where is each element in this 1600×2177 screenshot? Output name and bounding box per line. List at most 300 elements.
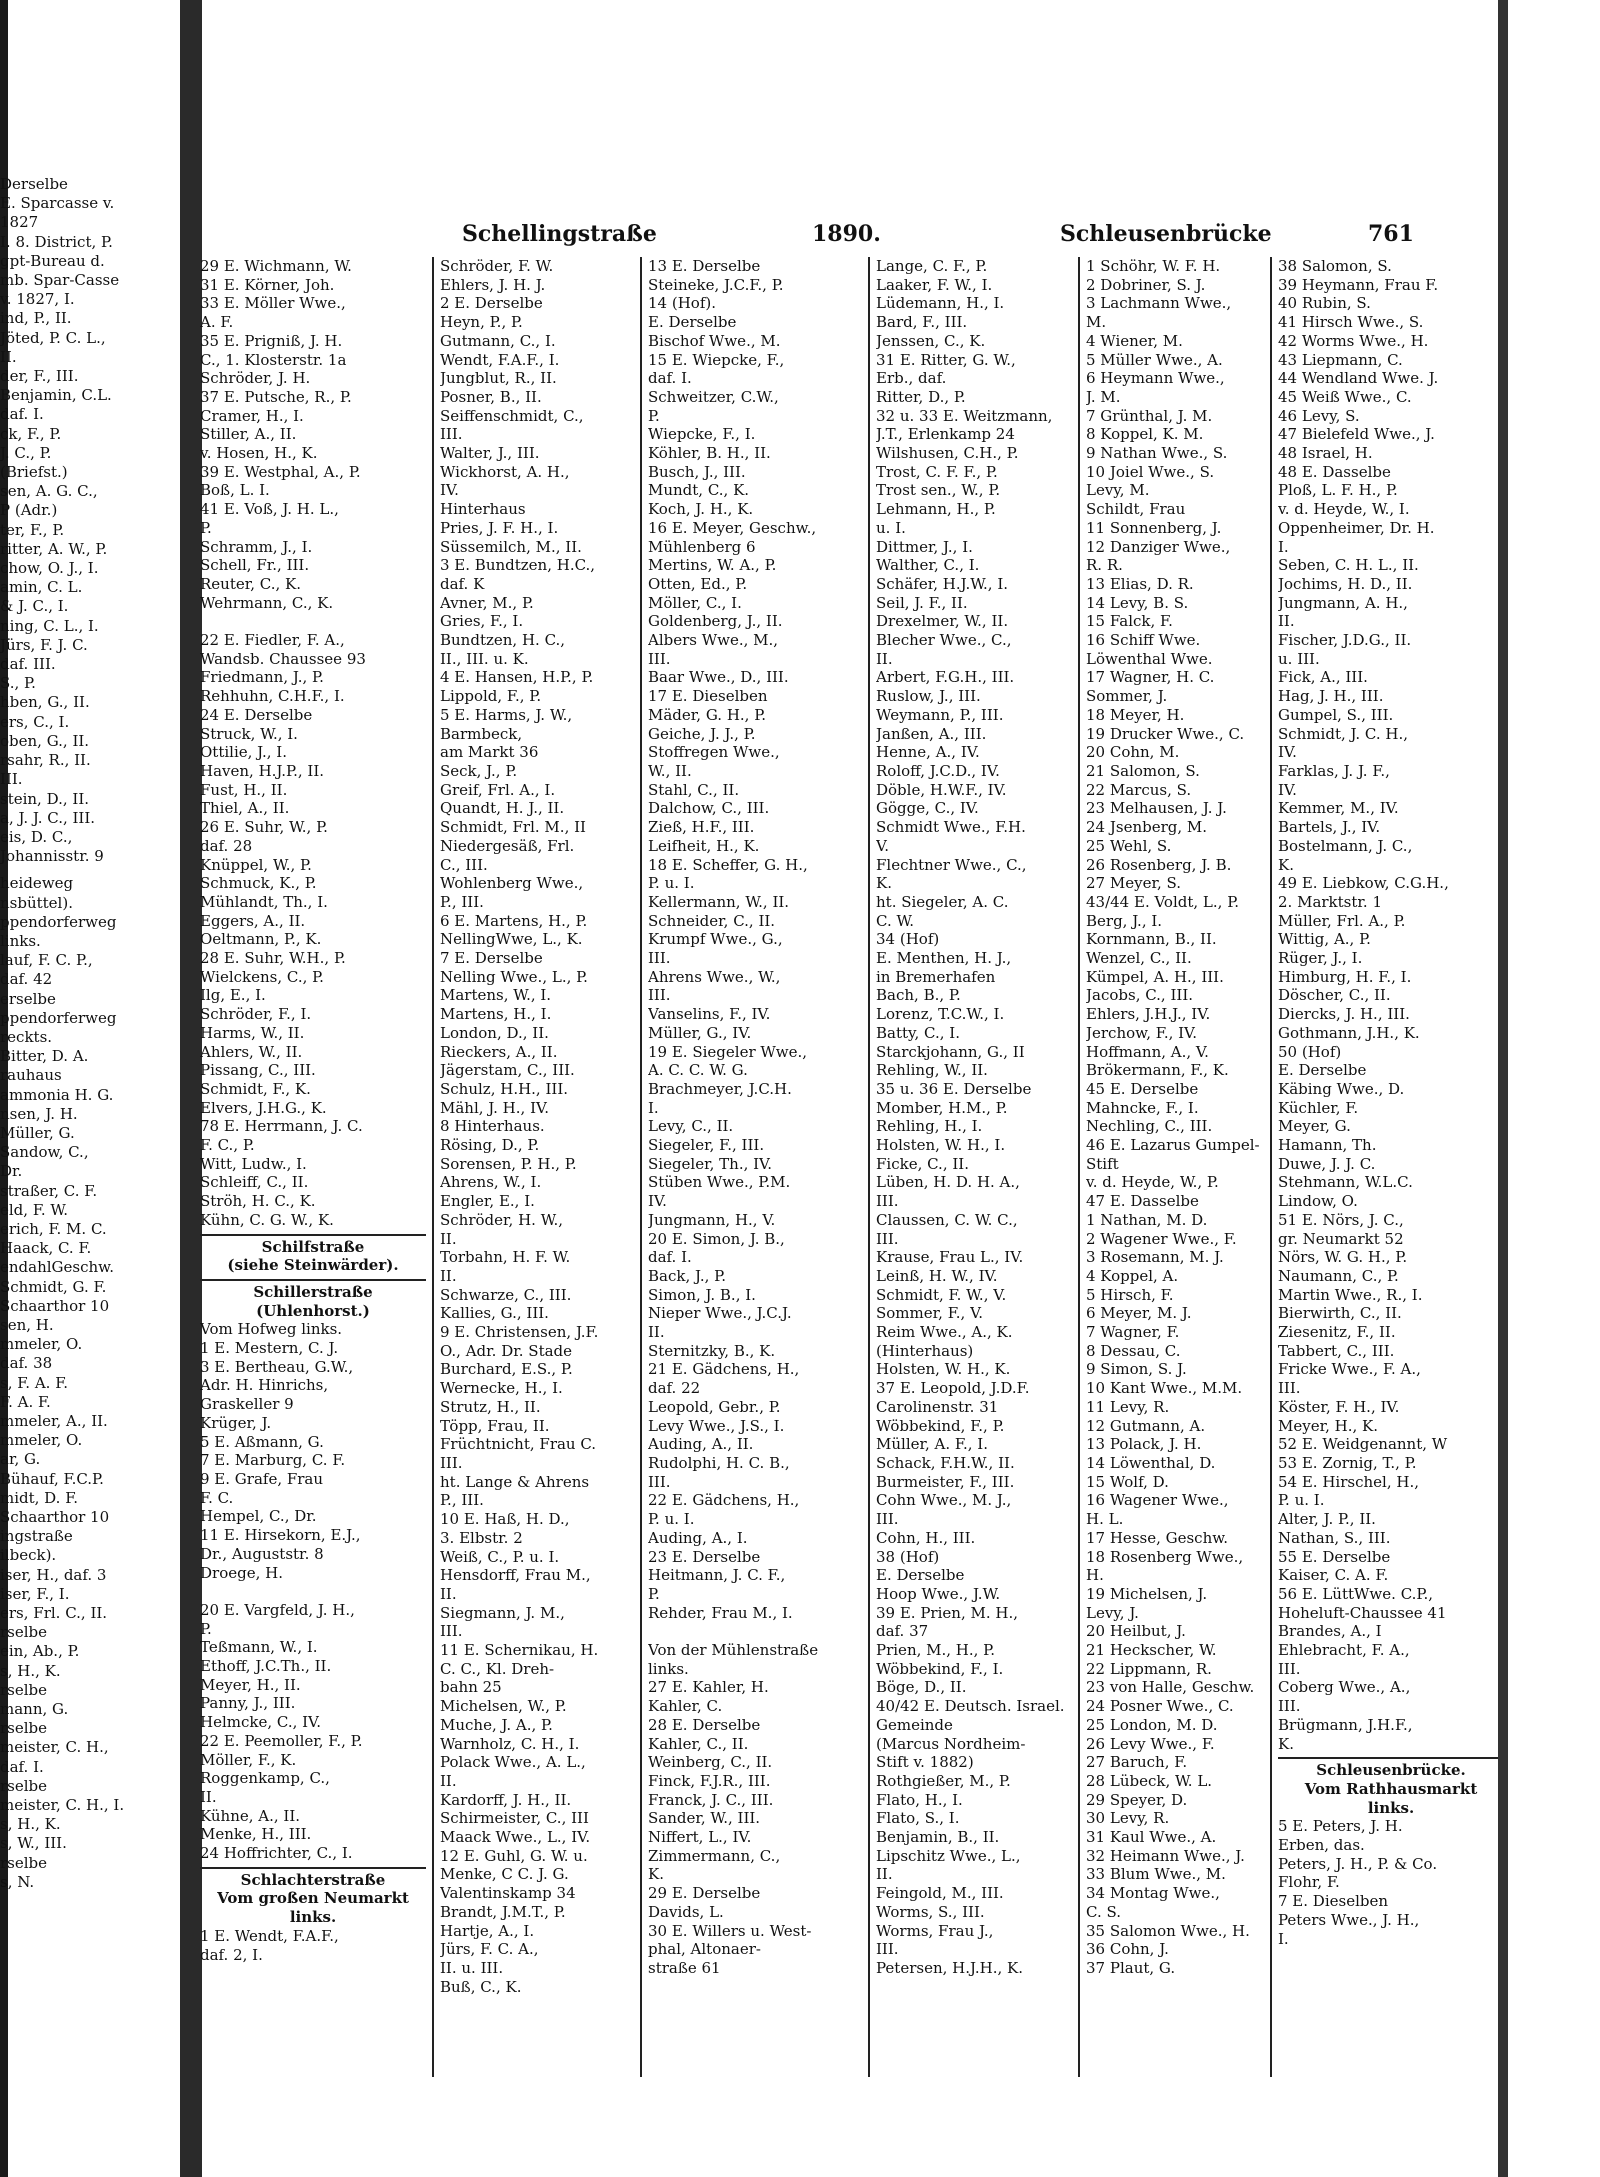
directory-entry: Müller, A. F., I.: [876, 1435, 988, 1454]
previous-page-line: ers, Frl. C., II.: [0, 1604, 108, 1623]
directory-entry: Schleiff, C., II.: [200, 1173, 309, 1192]
directory-entry: Schröder, J. H.: [200, 369, 311, 388]
directory-entry: 46 Levy, S.: [1278, 406, 1360, 425]
directory-entry: Schmidt, J. C. H.,: [1278, 724, 1409, 743]
previous-page-line: Schaarthor 10: [0, 1508, 110, 1527]
directory-entry: bahn 25: [440, 1678, 502, 1697]
directory-entry: 18 Meyer, H.: [1086, 705, 1185, 724]
directory-entry: Rothgießer, M., P.: [876, 1771, 1011, 1790]
directory-entry: Coberg Wwe., A.,: [1278, 1678, 1411, 1697]
directory-entry: Feingold, M., III.: [876, 1884, 1004, 1903]
directory-entry: 40 Rubin, S.: [1278, 294, 1371, 313]
directory-entry: P. u. I.: [648, 874, 695, 893]
previous-page-line: ammonia H. G.: [0, 1085, 114, 1104]
directory-entry: Kaiser, C. A. F.: [1278, 1566, 1389, 1585]
directory-entry: Jerchow, F., IV.: [1086, 1023, 1198, 1042]
directory-entry: Thiel, A., II.: [200, 799, 290, 818]
previous-page-line: ppendorferweg: [0, 912, 117, 931]
previous-page-line: ppendorferweg: [0, 1008, 117, 1027]
directory-entry: 55 E. Derselbe: [1278, 1547, 1391, 1566]
directory-entry: Levy, C., II.: [648, 1117, 734, 1136]
directory-entry: Nieper Wwe., J.C.J.: [648, 1304, 792, 1323]
directory-entry: Starckjohann, G., II: [876, 1042, 1025, 1061]
previous-page-line: S., P.: [0, 674, 36, 693]
column-2: [440, 257, 666, 1996]
directory-entry: F. C.: [200, 1488, 234, 1507]
directory-entry: 15 E. Wiepcke, F.,: [648, 350, 785, 369]
directory-entry: Krumpf Wwe., G.,: [648, 930, 783, 949]
previous-page-line: rselbe: [0, 1776, 48, 1795]
directory-entry: Schell, Fr., III.: [200, 556, 310, 575]
directory-entry: Wittig, A., P.: [1278, 930, 1371, 949]
directory-entry: Holsten, W. H., I.: [876, 1136, 1006, 1155]
directory-entry: Wöbbekind, F., P.: [876, 1416, 1005, 1435]
directory-entry: 20 E. Vargfeld, J. H.,: [200, 1600, 355, 1619]
previous-page-line: Benjamin, C.L.: [0, 386, 112, 405]
directory-entry: 20 Heilbut, J.: [1086, 1622, 1186, 1641]
directory-entry: 35 u. 36 E. Derselbe: [876, 1079, 1032, 1098]
directory-entry: Janßen, A., III.: [876, 724, 987, 743]
directory-entry: u. I.: [876, 518, 906, 537]
directory-entry: II.: [200, 1787, 217, 1806]
directory-entry: 22 E. Fiedler, F. A.,: [200, 631, 345, 650]
directory-entry: Valentinskamp 34: [440, 1884, 576, 1903]
directory-entry: 38 (Hof): [876, 1547, 940, 1566]
previous-page-line: J. C., P.: [0, 443, 52, 462]
directory-entry: II.: [648, 1323, 665, 1342]
directory-entry: Trost, C. F. F., P.: [876, 462, 998, 481]
directory-entry: Simon, J. B., I.: [648, 1285, 756, 1304]
directory-entry: 34 (Hof): [876, 930, 940, 949]
directory-entry: 43 Liepmann, C.: [1278, 350, 1403, 369]
directory-entry: I.: [1278, 537, 1289, 556]
directory-entry: Eggers, A., II.: [200, 911, 306, 930]
directory-entry: Bundtzen, H. C.,: [440, 631, 566, 650]
previous-page-line: erselbe: [0, 989, 56, 1008]
directory-entry: Benjamin, B., II.: [876, 1828, 1000, 1847]
directory-entry: Carolinenstr. 31: [876, 1397, 999, 1416]
directory-entry: 6 Heymann Wwe.,: [1086, 369, 1225, 388]
directory-entry: Gothmann, J.H., K.: [1278, 1023, 1420, 1042]
previous-page-line: F. A. F.: [0, 1392, 51, 1411]
column-1: [200, 257, 426, 1964]
directory-entry: v. d. Heyde, W., P.: [1086, 1173, 1219, 1192]
directory-entry: 52 E. Weidgenannt, W: [1278, 1435, 1448, 1454]
directory-entry: Burmeister, F., III.: [876, 1472, 1015, 1491]
directory-entry: 17 E. Dieselben: [648, 687, 768, 706]
directory-entry: Rehhuhn, C.H.F., I.: [200, 687, 345, 706]
directory-entry: Helmcke, C., IV.: [200, 1713, 322, 1732]
directory-entry: Kühne, A., II.: [200, 1806, 301, 1825]
directory-entry: Jägerstam, C., III.: [440, 1061, 575, 1080]
directory-entry: Stoffregen Wwe.,: [648, 743, 780, 762]
section-heading: (siehe Steinwärder).: [227, 1256, 399, 1275]
directory-entry: Schmuck, K., P.: [200, 874, 317, 893]
directory-entry: Seil, J. F., II.: [876, 593, 968, 612]
directory-entry: Ziesenitz, F., II.: [1278, 1323, 1396, 1342]
directory-entry: P.: [648, 406, 660, 425]
directory-entry: 16 Schiff Wwe.: [1086, 631, 1201, 650]
directory-entry: Dittmer, J., I.: [876, 537, 973, 556]
directory-entry: 2 Wagener Wwe., F.: [1086, 1229, 1237, 1248]
previous-page-line: iser, H., daf. 3: [0, 1565, 107, 1584]
page-gutter: [180, 0, 202, 2177]
directory-entry: Krause, Frau L., IV.: [876, 1248, 1024, 1267]
directory-entry: Goldenberg, J., II.: [648, 612, 783, 631]
directory-entry: Ahlers, W., II.: [200, 1042, 303, 1061]
directory-entry: 14 Levy, B. S.: [1086, 593, 1189, 612]
directory-entry: Davids, L.: [648, 1902, 724, 1921]
previous-page-line: Bitter, D. A.: [0, 1047, 89, 1066]
directory-entry: Martens, H., I.: [440, 1005, 552, 1024]
directory-entry: 21 Salomon, S.: [1086, 761, 1200, 780]
directory-entry: 1 Schöhr, W. F. H.: [1086, 257, 1221, 275]
directory-entry: III.: [876, 1192, 899, 1211]
directory-entry: Flato, S., I.: [876, 1809, 960, 1828]
directory-entry: Brügmann, J.H.F.,: [1278, 1715, 1413, 1734]
directory-entry: Fust, H., II.: [200, 780, 288, 799]
directory-entry: C. C., Kl. Dreh-: [440, 1659, 555, 1678]
previous-page-line: I. 8. District, P.: [0, 232, 113, 251]
directory-entry: Nelling Wwe., L., P.: [440, 967, 588, 986]
directory-entry: 47 Bielefeld Wwe., J.: [1278, 425, 1435, 444]
directory-entry: Sternitzky, B., K.: [648, 1341, 776, 1360]
directory-entry: Erben, das.: [1278, 1836, 1365, 1855]
directory-entry: 10 Kant Wwe., M.M.: [1086, 1379, 1243, 1398]
directory-entry: 13 Polack, J. H.: [1086, 1435, 1202, 1454]
directory-entry: Mähl, J. H., IV.: [440, 1098, 549, 1117]
directory-entry: Rösing, D., P.: [440, 1136, 540, 1155]
directory-page: [200, 185, 1500, 1996]
directory-entry: 22 E. Peemoller, F., P.: [200, 1731, 363, 1750]
directory-entry: 1 E. Mestern, C. J.: [200, 1339, 339, 1358]
directory-entry: 47 E. Dasselbe: [1086, 1192, 1199, 1211]
directory-entry: Torbahn, H. F. W.: [440, 1248, 571, 1267]
directory-entry: Kemmer, M., IV.: [1278, 799, 1399, 818]
directory-entry: Meyer, G.: [1278, 1117, 1351, 1136]
directory-entry: 37 E. Leopold, J.D.F.: [876, 1379, 1030, 1398]
directory-entry: Stiller, A., II.: [200, 425, 297, 444]
directory-entry: III.: [876, 1510, 899, 1529]
directory-entry: 25 Wehl, S.: [1086, 836, 1172, 855]
directory-entry: Finck, F.J.R., III.: [648, 1771, 771, 1790]
directory-entry: III.: [1278, 1697, 1301, 1716]
column-divider: [868, 257, 870, 2077]
directory-entry: ht. Siegeler, A. C.: [876, 892, 1009, 911]
directory-entry: Walther, C., I.: [876, 556, 980, 575]
directory-entry: Berg, J., I.: [1086, 911, 1163, 930]
previous-page-line: s, H., K.: [0, 1815, 61, 1834]
directory-entry: Nathan, S., III.: [1278, 1528, 1391, 1547]
directory-entry: Batty, C., I.: [876, 1023, 960, 1042]
directory-entry: J.T., Erlenkamp 24: [876, 425, 1015, 444]
directory-entry: O., Adr. Dr. Stade: [440, 1341, 573, 1360]
directory-entry: C., III.: [440, 855, 488, 874]
directory-entry: 27 E. Kahler, H.: [648, 1678, 769, 1697]
directory-entry: Jungmann, H., V.: [648, 1210, 776, 1229]
directory-entry: Sander, W., III.: [648, 1809, 761, 1828]
directory-entry: Roggenkamp, C.,: [200, 1769, 330, 1788]
previous-page-line: Derselbe: [0, 175, 68, 193]
directory-entry: Roloff, J.C.D., IV.: [876, 761, 1000, 780]
directory-entry: I.: [648, 1098, 659, 1117]
directory-entry: Ahrens Wwe., W.,: [648, 967, 781, 986]
directory-entry: 20 E. Simon, J. B.,: [648, 1229, 785, 1248]
directory-entry: Stift: [1086, 1154, 1119, 1173]
section-heading: Vom großen Neumarkt: [217, 1889, 409, 1908]
directory-entry: C. W.: [876, 911, 915, 930]
directory-entry: 11 Levy, R.: [1086, 1397, 1170, 1416]
column-3: [648, 257, 874, 1978]
directory-entry: Muche, J. A., P.: [440, 1715, 553, 1734]
directory-entry: Schröder, F., I.: [200, 1005, 312, 1024]
directory-entry: Mäder, G. H., P.: [648, 705, 767, 724]
directory-entry: Lehmann, H., P.: [876, 500, 996, 519]
directory-entry: Buß, C., K.: [440, 1977, 522, 1996]
page-number: 761: [1368, 221, 1414, 247]
directory-entry: 12 E. Guhl, G. W. u.: [440, 1846, 588, 1865]
directory-entry: Meyer, H., II.: [200, 1675, 301, 1694]
directory-entry: [200, 1582, 426, 1601]
directory-entry: 24 Posner Wwe., C.: [1086, 1697, 1234, 1716]
directory-entry: Jürs, F. C. A.,: [440, 1940, 539, 1959]
directory-entry: Polack Wwe., A. L.,: [440, 1753, 586, 1772]
directory-entry: Flato, H., I.: [876, 1790, 963, 1809]
directory-entry: 29 E. Wichmann, W.: [200, 257, 352, 275]
directory-entry: Worms, S., III.: [876, 1902, 985, 1921]
directory-entry: Rehder, Frau M., I.: [648, 1603, 793, 1622]
directory-entry: Weiß, C., P. u. I.: [440, 1547, 560, 1566]
directory-entry: P. u. I.: [648, 1510, 695, 1529]
directory-entry: 38 Salomon, S.: [1278, 257, 1392, 275]
directory-entry: Koch, J. H., K.: [648, 500, 754, 519]
previous-page-line: Schmidt, G. F.: [0, 1277, 107, 1296]
directory-entry: 2 E. Derselbe: [440, 294, 543, 313]
directory-entry: Sorensen, P. H., P.: [440, 1154, 577, 1173]
directory-entry: v. d. Heyde, W., I.: [1278, 500, 1410, 519]
directory-entry: Oppenheimer, Dr. H.: [1278, 518, 1435, 537]
directory-entry: Arbert, F.G.H., III.: [876, 668, 1015, 687]
previous-page-line: & J. C., I.: [0, 597, 69, 616]
section-rule: [200, 1279, 426, 1281]
directory-entry: Böge, D., II.: [876, 1678, 967, 1697]
directory-entry: daf. I.: [648, 369, 692, 388]
directory-entry: 78 E. Herrmann, J. C.: [200, 1117, 363, 1136]
directory-entry: Seck, J., P.: [440, 761, 518, 780]
previous-page-line: daf. 38: [0, 1354, 53, 1373]
directory-entry: phal, Altonaer-: [648, 1940, 761, 1959]
directory-entry: Köhler, B. H., II.: [648, 444, 771, 463]
previous-page-line: ter, F., P.: [0, 520, 65, 539]
previous-page-line: nsbüttel).: [0, 893, 73, 912]
directory-entry: Dr., Auguststr. 8: [200, 1544, 324, 1563]
directory-entry: 3 E. Bertheau, G.W.,: [200, 1357, 354, 1376]
directory-entry: 18 E. Scheffer, G. H.,: [648, 855, 808, 874]
directory-entry: Posner, B., II.: [440, 387, 542, 406]
directory-entry: Struck, W., I.: [200, 724, 298, 743]
directory-entry: 5 E. Harms, J. W.,: [440, 705, 573, 724]
directory-entry: 34 Montag Wwe.,: [1086, 1884, 1220, 1903]
directory-entry: Schröder, H. W.,: [440, 1210, 564, 1229]
previous-page-line: Schaarthor 10: [0, 1296, 110, 1315]
directory-entry: Haven, H.J.P., II.: [200, 761, 325, 780]
directory-entry: Himburg, H. F., I.: [1278, 967, 1412, 986]
directory-entry: 35 E. Prigniß, J. H.: [200, 331, 343, 350]
directory-entry: Müller, G., IV.: [648, 1023, 752, 1042]
directory-entry: Hag, J. H., III.: [1278, 687, 1384, 706]
directory-entry: Vanselins, F., IV.: [648, 1005, 771, 1024]
directory-entry: Ethoff, J.C.Th., II.: [200, 1657, 332, 1676]
previous-page-line: erich, F. M. C.: [0, 1219, 107, 1238]
directory-entry: 41 Hirsch Wwe., S.: [1278, 313, 1424, 332]
directory-entry: Gögge, C., IV.: [876, 799, 979, 818]
directory-entry: Barmbeck,: [440, 724, 523, 743]
directory-entry: Boß, L. I.: [200, 481, 270, 500]
directory-entry: Bostelmann, J. C.,: [1278, 836, 1413, 855]
directory-entry: Schäfer, H.J.W., I.: [876, 574, 1009, 593]
directory-entry: Hempel, C., Dr.: [200, 1507, 317, 1526]
directory-entry: Schwarze, C., III.: [440, 1285, 572, 1304]
directory-entry: 27 Baruch, F.: [1086, 1753, 1188, 1772]
directory-entry: Süssemilch, M., II.: [440, 537, 582, 556]
directory-entry: Mahncke, F., I.: [1086, 1098, 1199, 1117]
directory-entry: Jungblut, R., II.: [440, 369, 557, 388]
directory-entry: J. M.: [1086, 387, 1121, 406]
directory-entry: 48 Israel, H.: [1278, 444, 1373, 463]
directory-entry: 23 von Halle, Geschw.: [1086, 1678, 1255, 1697]
previous-page-line: Müller, G.: [0, 1123, 75, 1142]
previous-page-line: chow, O. J., I.: [0, 559, 99, 578]
directory-entry: Ploß, L. F. H., P.: [1278, 481, 1398, 500]
directory-entry: Weinberg, C., II.: [648, 1753, 773, 1772]
directory-entry: Petersen, H.J.H., K.: [876, 1958, 1023, 1977]
directory-entry: Pries, J. F. H., I.: [440, 518, 559, 537]
previous-page-gap: [0, 866, 178, 874]
directory-entry: III.: [876, 1940, 899, 1959]
directory-entry: Ahrens, W., I.: [440, 1173, 542, 1192]
directory-entry: Krüger, J.: [200, 1413, 272, 1432]
directory-entry: v. Hosen, H., K.: [200, 444, 318, 463]
section-rule: [200, 1867, 426, 1869]
directory-entry: 45 Weiß Wwe., C.: [1278, 387, 1412, 406]
directory-entry: Früchtnicht, Frau C.: [440, 1435, 597, 1454]
directory-entry: Martin Wwe., R., I.: [1278, 1285, 1423, 1304]
previous-page-line: s, F. A. F.: [0, 1373, 69, 1392]
directory-entry: 9 Simon, S. J.: [1086, 1360, 1187, 1379]
directory-entry: 33 Blum Wwe., M.: [1086, 1865, 1226, 1884]
directory-entry: Graskeller 9: [200, 1395, 294, 1414]
header-left-street: Schellingstraße: [462, 221, 657, 247]
previous-page-line: mmeler, O.: [0, 1431, 83, 1450]
previous-page-line: eis, D. C.,: [0, 827, 73, 846]
directory-entry: Droege, H.: [200, 1563, 283, 1582]
directory-entry: 7 E. Dieselben: [1278, 1892, 1389, 1911]
directory-entry: 3 Lachmann Wwe.,: [1086, 294, 1232, 313]
previous-page-line: II.: [0, 347, 17, 366]
directory-entry: 10 E. Haß, H. D.,: [440, 1510, 570, 1529]
previous-page-line: heideweg: [0, 874, 74, 893]
directory-entry: Brandes, A., I: [1278, 1622, 1382, 1641]
directory-entry: 10 Joiel Wwe., S.: [1086, 462, 1215, 481]
directory-entry: Back, J., P.: [648, 1266, 726, 1285]
directory-entry: Gries, F., I.: [440, 612, 524, 631]
directory-entry: Kellermann, W., II.: [648, 892, 790, 911]
directory-entry: Ritter, D., P.: [876, 387, 966, 406]
directory-entry: Hoop Wwe., J.W.: [876, 1584, 1001, 1603]
directory-entry: E. Derselbe: [648, 313, 737, 332]
column-divider: [1078, 257, 1080, 2077]
directory-entry: Schack, F.H.W., II.: [876, 1454, 1015, 1472]
directory-entry: 33 E. Möller Wwe.,: [200, 294, 346, 313]
directory-entry: 4 Koppel, A.: [1086, 1266, 1179, 1285]
previous-page-line: rselbe: [0, 1853, 48, 1872]
directory-entry: Laaker, F. W., I.: [876, 275, 993, 294]
directory-entry: K.: [1278, 1734, 1294, 1753]
directory-entry: Schröder, F. W.: [440, 257, 554, 275]
directory-entry: Harms, W., II.: [200, 1023, 305, 1042]
directory-entry: Siegeler, F., III.: [648, 1136, 765, 1155]
directory-entry: II.: [876, 1865, 893, 1884]
directory-entry: 11 Sonnenberg, J.: [1086, 518, 1222, 537]
directory-entry: Ehlers, J. H. J.: [440, 275, 546, 294]
directory-entry: 18 Rosenberg Wwe.,: [1086, 1547, 1244, 1566]
directory-entry: Kallies, G., III.: [440, 1304, 549, 1323]
directory-entry: Wöbbekind, F., I.: [876, 1659, 1004, 1678]
directory-entry: 12 Danziger Wwe.,: [1086, 537, 1231, 556]
previous-page-line: rselbe: [0, 1719, 48, 1738]
directory-entry: Steineke, J.C.F., P.: [648, 275, 784, 294]
section-heading: (Uhlenhorst.): [256, 1301, 370, 1320]
directory-entry: K.: [648, 1865, 664, 1884]
directory-entry: P., III.: [440, 892, 484, 911]
directory-entry: 46 E. Lazarus Gumpel-: [1086, 1136, 1260, 1155]
previous-page-line: v. 1827, I.: [0, 290, 75, 309]
directory-entry: 49 E. Liebkow, C.G.H.,: [1278, 874, 1449, 893]
directory-entry: daf. 22: [648, 1379, 701, 1398]
directory-entry: III.: [440, 1622, 463, 1641]
directory-entry: Jacobs, C., III.: [1086, 986, 1194, 1005]
directory-entry: Panny, J., III.: [200, 1694, 296, 1713]
directory-entry: Döscher, C., II.: [1278, 986, 1391, 1005]
previous-page-line: meister, C. H.,: [0, 1738, 109, 1757]
directory-entry: P.: [648, 1584, 660, 1603]
directory-entry: III.: [648, 986, 671, 1005]
directory-entry: Schirmeister, C., III: [440, 1809, 589, 1828]
directory-entry: Teßmann, W., I.: [200, 1638, 318, 1657]
directory-entry: Brachmeyer, J.C.H.: [648, 1079, 792, 1098]
directory-entry: Ruslow, J., III.: [876, 687, 981, 706]
directory-entry: Hoffmann, A., V.: [1086, 1042, 1209, 1061]
previous-page-line: links.: [0, 931, 41, 950]
directory-entry: Ströh, H. C., K.: [200, 1192, 316, 1211]
directory-entry: Zimmermann, C.,: [648, 1846, 781, 1865]
previous-page-line: amin, C. L.: [0, 578, 83, 597]
directory-entry: Claussen, C. W. C.,: [876, 1210, 1018, 1229]
directory-entry: Mühlandt, Th., I.: [200, 892, 328, 911]
section-heading: links.: [1367, 1798, 1415, 1817]
directory-entry: Siegmann, J. M.,: [440, 1603, 565, 1622]
previous-page-line: stein, D., II.: [0, 789, 90, 808]
directory-entry: II., III. u. K.: [440, 649, 529, 668]
directory-entry: Holsten, W. H., K.: [876, 1360, 1011, 1379]
directory-entry: 25 London, M. D.: [1086, 1715, 1218, 1734]
directory-entry: Flohr, F.: [1278, 1873, 1340, 1892]
directory-entry: Cramer, H., I.: [200, 406, 304, 425]
previous-page-line: ein, Ab., P.: [0, 1642, 80, 1661]
directory-entry: Stehmann, W.L.C.: [1278, 1173, 1413, 1192]
directory-entry: Naumann, C., P.: [1278, 1266, 1399, 1285]
directory-entry: Ficke, C., II.: [876, 1154, 969, 1173]
